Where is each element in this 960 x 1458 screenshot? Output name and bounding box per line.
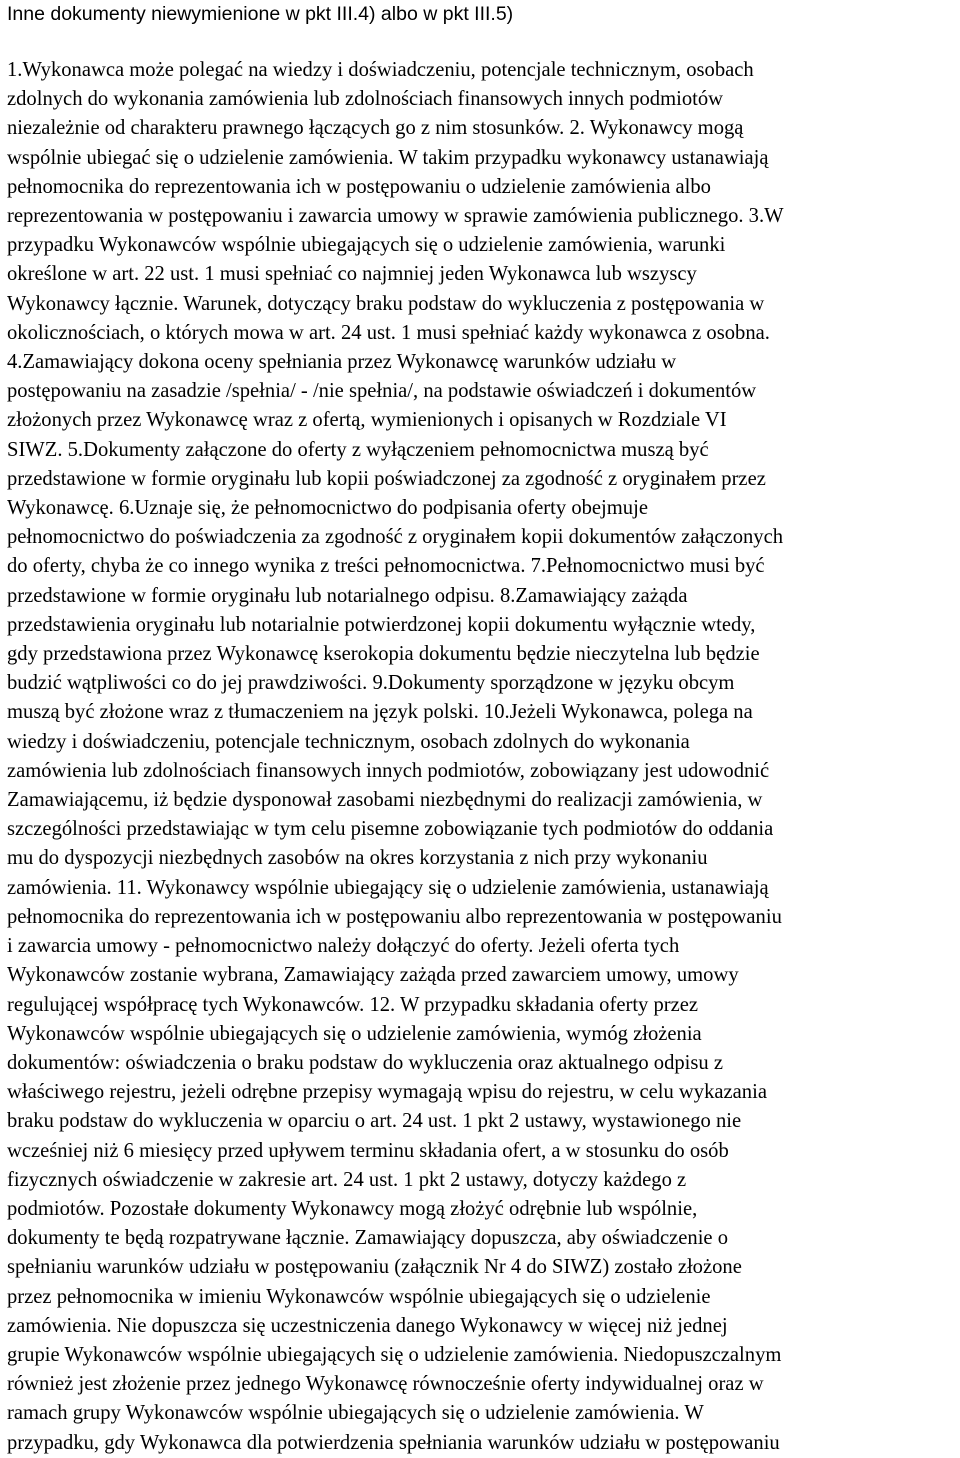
text-line: dokumenty te będą rozpatrywane łącznie. Zamawiający dopuszcza, aby oświadczenie o xyxy=(7,1227,729,1250)
text-line: okolicznościach, o których mowa w art. 24 ust. 1 musi spełniać każdy wykonawca z osobna. xyxy=(7,321,770,344)
text-line: 4.Zamawiający dokona oceny spełniania przez Wykonawcę warunków udziału w xyxy=(7,351,677,374)
body-paragraph xyxy=(7,56,955,1458)
text-line: spełnianiu warunków udziału w postępowaniu (załącznik Nr 4 do SIWZ) zostało złożone xyxy=(7,1256,742,1279)
text-line: Wykonawcy łącznie. Warunek, dotyczący braku podstaw do wykluczenia z postępowania w xyxy=(7,292,765,315)
text-line: Wykonawcę. 6.Uznaje się, że pełnomocnictwo do podpisania oferty obejmuje xyxy=(7,497,648,520)
text-line: braku podstaw do wykluczenia w oparciu o art. 24 ust. 1 pkt 2 ustawy, wystawionego nie xyxy=(7,1110,742,1133)
document-page xyxy=(7,0,955,1458)
text-line: niezależnie od charakteru prawnego łączących go z nim stosunków. 2. Wykonawcy mogą xyxy=(7,117,744,140)
text-line: SIWZ. 5.Dokumenty załączone do oferty z wyłączeniem pełnomocnictwa muszą być xyxy=(7,438,709,461)
text-line: budzić wątpliwości co do jej prawdziwości. 9.Dokumenty sporządzone w języku obcym xyxy=(7,672,735,695)
text-line: ramach grupy Wykonawców wspólnie ubiegających się o udzielenie zamówienia. W xyxy=(7,1402,704,1425)
text-line: przypadku, gdy Wykonawca dla potwierdzenia spełniania warunków udziału w postępowaniu xyxy=(7,1431,780,1454)
section-heading: Inne dokumenty niewymienione w pkt III.4) albo w pkt III.5) xyxy=(7,3,514,25)
text-line: do oferty, chyba że co innego wynika z treści pełnomocnictwa. 7.Pełnomocnictwo musi być xyxy=(7,555,765,578)
text-line: szczególności przedstawiając w tym celu pisemne zobowiązanie tych podmiotów do oddania xyxy=(7,818,774,841)
text-line: Wykonawców wspólnie ubiegających się o udzielenie zamówienia, wymóg złożenia xyxy=(7,1022,702,1045)
text-line: przedstawione w formie oryginału lub notarialnego odpisu. 8.Zamawiający zażąda xyxy=(7,584,688,607)
text-line: regulującej współpracę tych Wykonawców. 12. W przypadku składania oferty przez xyxy=(7,993,699,1016)
text-line: wcześniej niż 6 miesięcy przed upływem terminu składania ofert, a w stosunku do osób xyxy=(7,1139,729,1162)
text-line: właściwego rejestru, jeżeli odrębne przepisy wymagają wpisu do rejestru, w celu wykazania xyxy=(7,1081,767,1104)
text-line: pełnomocnika do reprezentowania ich w postępowaniu o udzielenie zamówienia albo xyxy=(7,175,711,198)
text-line: również jest złożenie przez jednego Wykonawcę równocześnie oferty indywidualnej oraz w xyxy=(7,1373,764,1396)
text-line: wspólnie ubiegać się o udzielenie zamówienia. W takim przypadku wykonawcy ustanawiają xyxy=(7,146,769,169)
text-line: złożonych przez Wykonawcę wraz z ofertą, wymienionych i opisanych w Rozdziale VI xyxy=(7,409,727,432)
text-line: mu do dyspozycji niezbędnych zasobów na okres korzystania z nich przy wykonaniu xyxy=(7,847,708,870)
text-line: przedstawienia oryginału lub notarialnie potwierdzonej kopii dokumentu wyłącznie wtedy, xyxy=(7,613,756,636)
text-line: postępowaniu na zasadzie /spełnia/ - /nie spełnia/, na podstawie oświadczeń i dokumentów xyxy=(7,380,757,403)
text-line: określone w art. 22 ust. 1 musi spełniać co najmniej jeden Wykonawca lub wszyscy xyxy=(7,263,697,286)
text-line: wiedzy i doświadczeniu, potencjale technicznym, osobach zdolnych do wykonania xyxy=(7,730,690,753)
text-line: Wykonawców zostanie wybrana, Zamawiający zażąda przed zawarciem umowy, umowy xyxy=(7,964,739,987)
text-line: zdolnych do wykonania zamówienia lub zdolnościach finansowych innych podmiotów xyxy=(7,88,724,111)
text-line: zamówienia lub zdolnościach finansowych innych podmiotów, zobowiązany jest udowodnić xyxy=(7,759,770,782)
text-line: dokumentów: oświadczenia o braku podstaw do wykluczenia oraz aktualnego odpisu z xyxy=(7,1051,723,1074)
text-line: przypadku Wykonawców wspólnie ubiegających się o udzielenie zamówienia, warunki xyxy=(7,234,726,257)
text-line: pełnomocnika do reprezentowania ich w postępowaniu albo reprezentowania w postępowaniu xyxy=(7,905,782,928)
text-line: 1.Wykonawca może polegać na wiedzy i doświadczeniu, potencjale technicznym, osobach xyxy=(7,59,754,81)
text-line: gdy przedstawiona przez Wykonawcę kserokopia dokumentu będzie nieczytelna lub będzie xyxy=(7,643,760,666)
text-line: reprezentowania w postępowaniu i zawarcia umowy w sprawie zamówienia publicznego. 3.W xyxy=(7,205,784,228)
text-line: przedstawione w formie oryginału lub kopii poświadczonej za zgodność z oryginałem przez xyxy=(7,467,766,490)
text-line: muszą być złożone wraz z tłumaczeniem na język polski. 10.Jeżeli Wykonawca, polega na xyxy=(7,701,753,724)
text-line: Zamawiającemu, iż będzie dysponował zasobami niezbędnymi do realizacji zamówienia, w xyxy=(7,789,763,812)
text-line: przez pełnomocnika w imieniu Wykonawców wspólnie ubiegających się o udzielenie xyxy=(7,1285,711,1308)
text-line: zamówienia. Nie dopuszcza się uczestniczenia danego Wykonawcy w więcej niż jednej xyxy=(7,1314,728,1337)
text-line: i zawarcia umowy - pełnomocnictwo należy dołączyć do oferty. Jeżeli oferta tych xyxy=(7,935,680,958)
text-line: pełnomocnictwo do poświadczenia za zgodność z oryginałem kopii dokumentów załączonych xyxy=(7,526,784,549)
text-line: fizycznych oświadczenie w zakresie art. 24 ust. 1 pkt 2 ustawy, dotyczy każdego z xyxy=(7,1168,687,1191)
text-line: podmiotów. Pozostałe dokumenty Wykonawcy mogą złożyć odrębnie lub wspólnie, xyxy=(7,1197,698,1220)
text-line: grupie Wykonawców wspólnie ubiegających się o udzielenie zamówienia. Niedopuszczalnym xyxy=(7,1343,782,1366)
text-line: zamówienia. 11. Wykonawcy wspólnie ubiegający się o udzielenie zamówienia, ustanawiają xyxy=(7,876,769,899)
